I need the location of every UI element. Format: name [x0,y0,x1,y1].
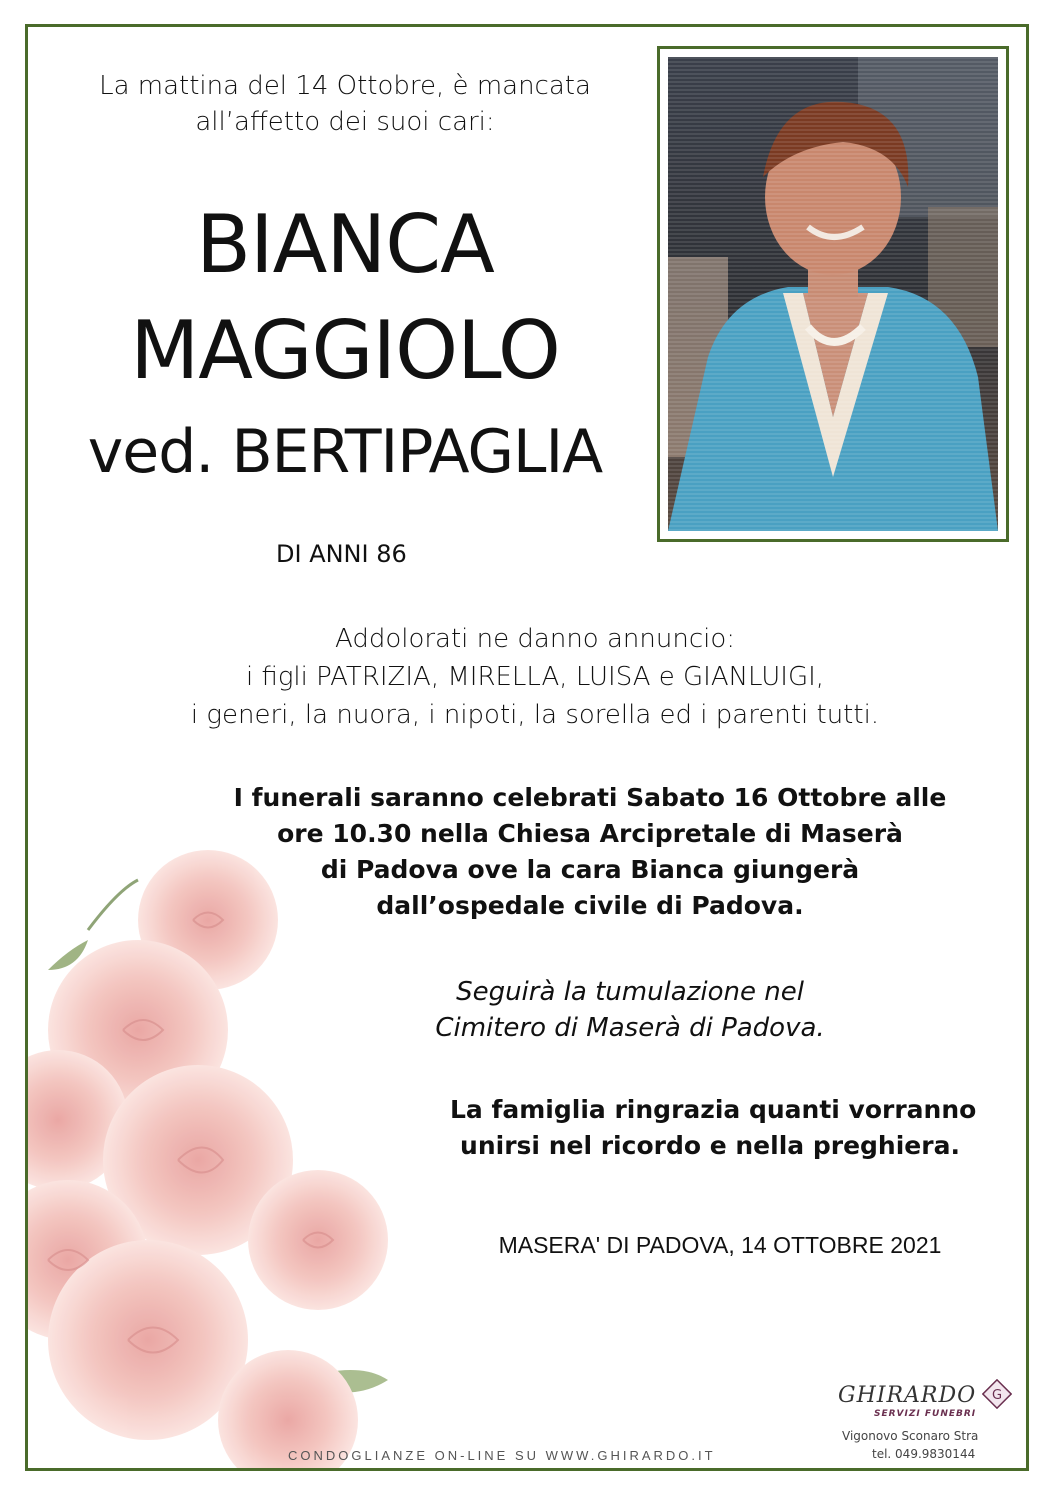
funeral-line-3: di Padova ove la cara Bianca giungerà [320,855,860,884]
deceased-last-name: MAGGIOLO [130,304,560,397]
announcement-line-3: i generi, la nuora, i nipoti, la sorella ed i parenti tutti. [190,700,880,730]
logo-address: Vigonovo Sconaro Stra [842,1429,979,1443]
funeral-line-2: ore 10.30 nella Chiesa Arcipretale di Maserà [277,819,903,848]
announcement-text [150,620,920,734]
logo-name: GHIRARDO [838,1383,977,1408]
place-and-date: MASERA' DI PADOVA, 14 OTTOBRE 2021 [498,1232,942,1258]
logo-phone: tel. 049.9830144 [872,1447,976,1461]
logo-subtitle: SERVIZI FUNEBRI [874,1409,977,1419]
intro-line-1: La mattina del 14 Ottobre, è mancata [99,71,591,101]
burial-details [380,974,880,1046]
intro-text [60,68,630,140]
logo-badge-letter: G [991,1388,1003,1403]
deceased-age: DI ANNI 86 [276,540,407,568]
burial-line-2: Cimitero di Maserà di Padova. [435,1013,825,1043]
burial-line-1: Seguirà la tumulazione nel [456,977,804,1007]
intro-line-2: all’affetto dei suoi cari: [195,107,495,137]
deceased-first-name: BIANCA [196,198,494,291]
deceased-widow-of: ved. BERTIPAGLIA [87,417,603,487]
funeral-line-1: I funerali saranno celebrati Sabato 16 Ottobre alle [233,783,947,812]
portrait-image [668,57,998,531]
thanks-line-1: La famiglia ringrazia quanti vorranno [450,1095,977,1124]
announcement-line-2: i figli PATRIZIA, MIRELLA, LUISA e GIANLUIGI, [245,662,825,692]
portrait-photo [668,57,998,531]
thanks-line-2: unirsi nel ricordo e nella preghiera. [460,1131,960,1160]
funeral-home-logo [830,1375,1030,1465]
funeral-line-4: dall’ospedale civile di Padova. [376,891,804,920]
condolences-link[interactable]: CONDOGLIANZE ON-LINE SU WWW.GHIRARDO.IT [288,1448,716,1463]
portrait-frame [657,46,1009,542]
logo-badge-icon [982,1379,1012,1409]
funeral-details [190,780,990,924]
family-thanks [450,1092,977,1164]
announcement-line-1: Addolorati ne danno annuncio: [334,624,736,654]
